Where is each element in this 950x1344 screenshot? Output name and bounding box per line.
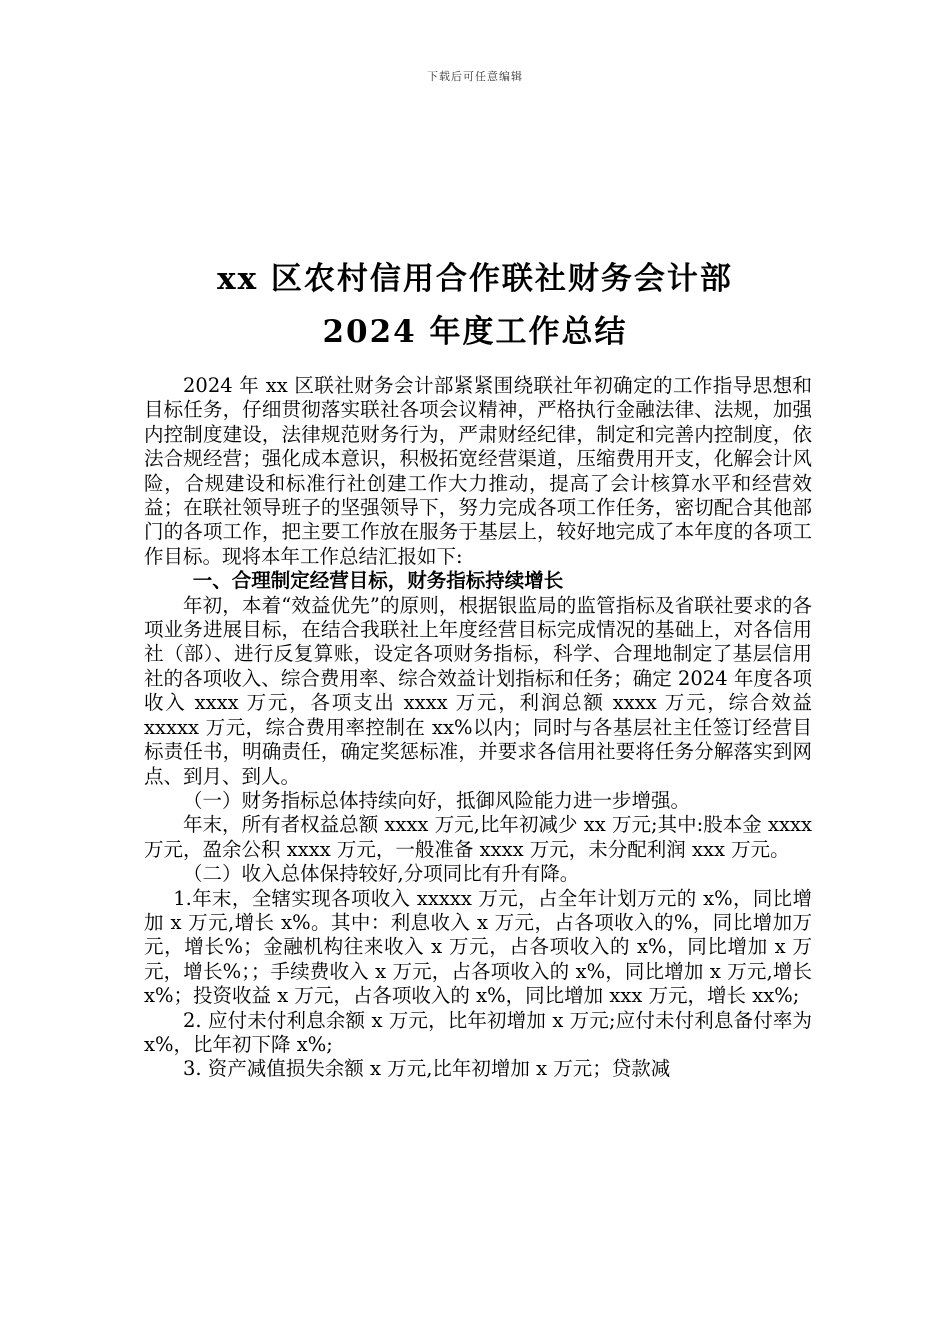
sub2-heading: （二）收入总体保持较好,分项同比有升有降。 (183, 862, 580, 886)
intro-paragraph: 2024 年 xx 区联社财务会计部紧紧围绕联社年初确定的工作指导思想和目标任务，仔细贯彻落实联社各项会议精神，严格执行金融法律、法规，加强内控制度建设，法律规范财务行为，严肃财经纪律，制定和完善内控制度，依法合规经营；强化成本意识，积极拓宽经营渠道，压缩费用开支，化解会计风险，合规建设和标准行社创建工作大力推动，提高了会计核算水平和经营效益；在联社领导班子的坚强领导下，努力完成各项工作任务，密切配合其他部门的各项工作，把主要工作放在服务于基层上，较好地完成了本年度的各项工作目标。现将本年工作总结汇报如下: (144, 374, 812, 568)
sub1-paragraph: 年末，所有者权益总额 xxxx 万元,比年初减少 xx 万元;其中:股本金 xxxx 万元，盈余公积 xxxx 万元，一般准备 xxxx 万元，未分配利润 xxx 万元。 (144, 813, 812, 861)
document-body (144, 374, 812, 1082)
document-title-line1: xx 区农村信用合作联社财务会计部 (217, 261, 733, 297)
section1-heading: 一、合理制定经营目标，财务指标持续增长 (192, 569, 564, 593)
sub1-heading: （一）财务指标总体持续向好，抵御风险能力进一步增强。 (183, 788, 691, 812)
document-title-line2: 2024 年度工作总结 (322, 314, 628, 350)
header-note: 下载后可任意编辑 (427, 70, 523, 83)
section1-paragraph: 年初，本着“效益优先”的原则，根据银监局的监管指标及省联社要求的各项业务进展目标，在结合我联社上年度经营目标完成情况的基础上，对各信用社（部）、进行反复算账，设定各项财务指标，科学、合理地制定了基层信用社的各项收入、综合费用率、综合效益计划指标和任务；确定 2024 年度各项收入 xxxx 万元，各项支出 xxxx 万元，利润总额 xxxx 万元，综合效益 xxxxx 万元，综合费用率控制在 xx%以内；同时与各基层社主任签订经营目标责任书，明确责任，确定奖惩标准，并要求各信用社要将任务分解落实到网点、到月、到人。 (144, 593, 812, 788)
item3-paragraph: 3. 资产减值损失余额 x 万元,比年初增加 x 万元；贷款减 (183, 1057, 671, 1081)
item2-paragraph: 2. 应付未付利息余额 x 万元，比年初增加 x 万元;应付未付利息备付率为 x%，比年初下降 x%; (144, 1008, 812, 1056)
item1-paragraph: 1.年末，全辖实现各项收入 xxxxx 万元，占全年计划万元的 x%，同比增加 x 万元,增长 x%。其中：利息收入 x 万元，占各项收入的%，同比增加万元，增长%；金融机构往来收入 x 万元，占各项收入的 x%，同比增加 x 万元，增长%；；手续费收入 x 万元，占各项收入的 x%，同比增加 x 万元,增长 x%；投资收益 x 万元，占各项收入的 x%，同比增加 xxx 万元，增长 xx%; (144, 886, 812, 1008)
